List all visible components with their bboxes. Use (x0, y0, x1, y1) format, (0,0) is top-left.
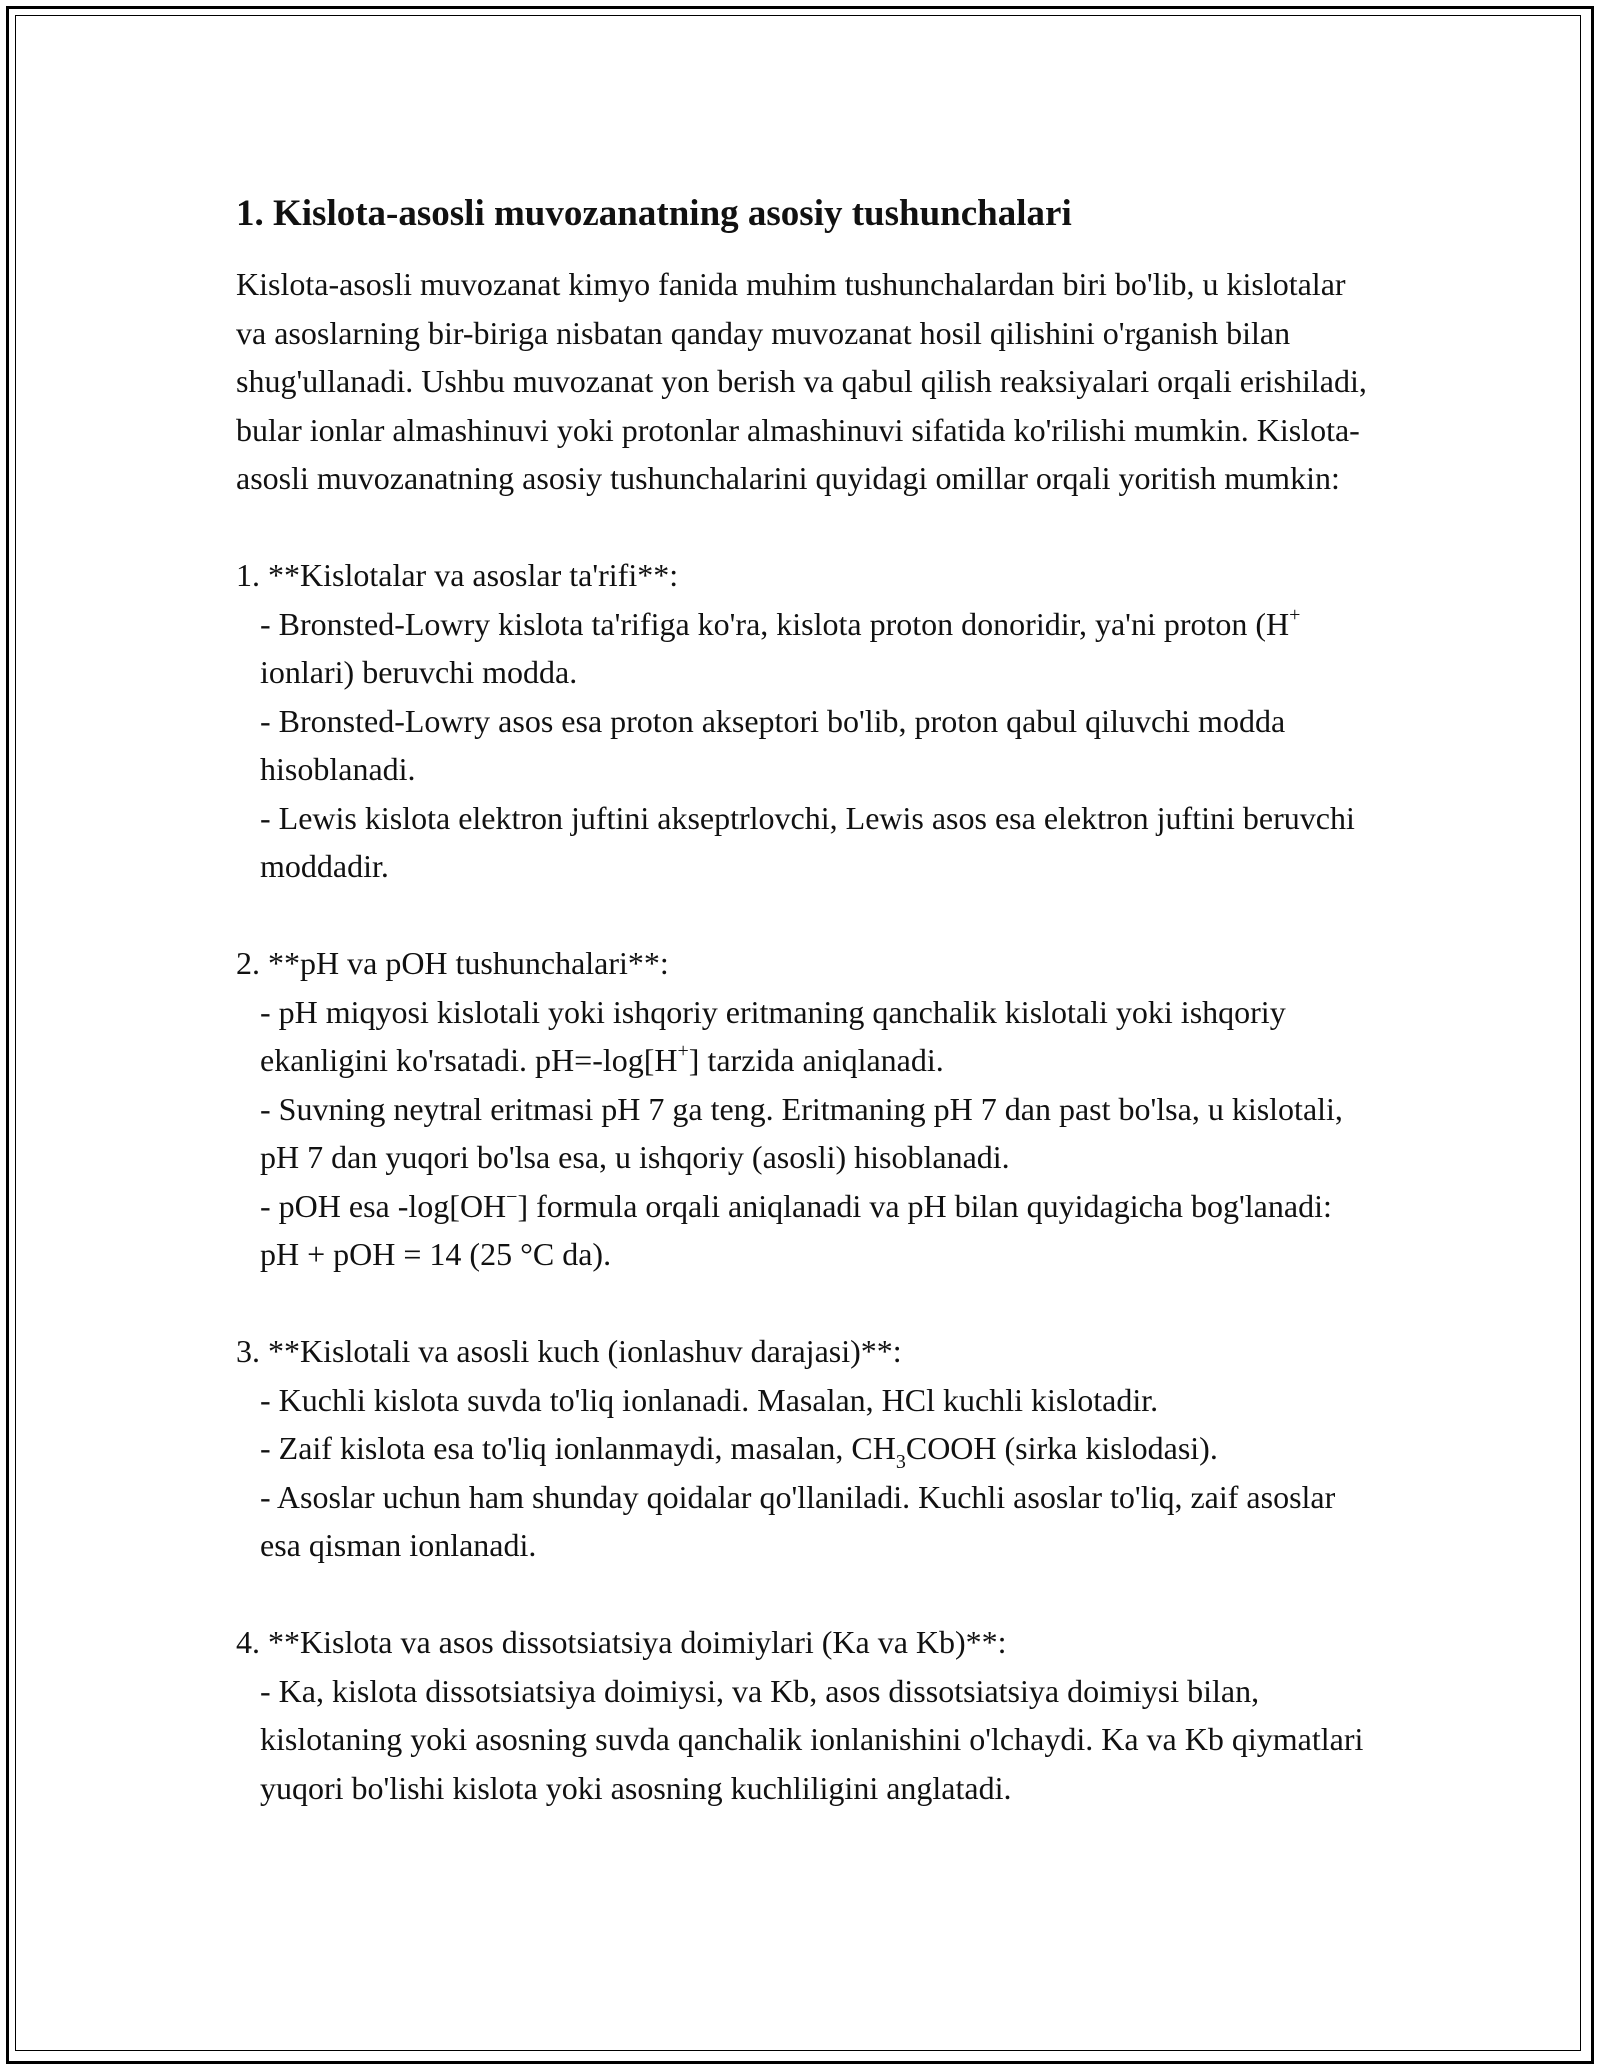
bullet-text: COOH (sirka kislodasi). (905, 1430, 1218, 1466)
bullet-text: ] formula orqali aniqlanadi va pH bilan quyidagicha bog'lanadi: pH + pOH = 14 (25 °C da). (260, 1187, 1332, 1272)
spacer (236, 891, 1376, 940)
bullet (236, 1182, 1376, 1279)
superscript: + (677, 1040, 689, 1063)
intro-paragraph: Kislota-asosli muvozanat kimyo fanida muhim tushunchalardan biri bo'lib, u kislotalar va asoslarning bir-biriga nisbatan qanday muvozanat hosil qilishini o'rganish bilan shug'ullanadi. Ushbu muvozanat yon berish va qabul qilish reaksiyalari orqali erishiladi, bular ionlar almashinuvi yoki protonlar almashinuvi sifatida ko'rilishi mumkin. Kislota-asosli muvozanatning asosiy tushunchalarini quyidagi omillar orqali yoritish mumkin: (236, 266, 1375, 496)
list-item-title: 1. **Kislotalar va asoslar ta'rifi**: (236, 557, 679, 593)
superscript: + (1289, 603, 1301, 626)
subscript: 3 (895, 1451, 906, 1474)
bullet: - Lewis kislota elektron juftini akseptrlovchi, Lewis asos esa elektron juftini beruvchi moddadir. (260, 799, 1355, 884)
bullet: - Kuchli kislota suvda to'liq ionlanadi. Masalan, HCl kuchli kislotadir. (260, 1381, 1159, 1418)
list-item-title: 3. **Kislotali va asosli kuch (ionlashuv darajasi)**: (236, 1333, 902, 1369)
bullet (236, 988, 1376, 1085)
section-heading: 1. Kislota-asosli muvozanatning asosiy tushunchalari (236, 193, 1072, 234)
bullet-text: - pH miqyosi kislotali yoki ishqoriy eritmaning qanchalik kislotali yoki ishqoriy ekanligini ko'rsatadi. pH=-log[H (260, 993, 1286, 1078)
list-item (236, 551, 1376, 891)
bullet: - Ka, kislota dissotsiatsiya doimiysi, va Kb, asos dissotsiatsiya doimiysi bilan, kislotaning yoki asosning suvda qanchalik ionlanishini o'lchaydi. Ka va Kb qiymatlari yuqori bo'lishi kislota yoki asosning kuchliligini anglatadi. (260, 1672, 1364, 1806)
bullet: - Suvning neytral eritmasi pH 7 ga teng. Eritmaning pH 7 dan past bo'lsa, u kislotali, pH 7 dan yuqori bo'lsa esa, u ishqoriy (asosli) hisoblanadi. (260, 1090, 1343, 1175)
bullet: - Asoslar uchun ham shunday qoidalar qo'llaniladi. Kuchli asoslar to'liq, zaif asoslar esa qisman ionlanadi. (260, 1478, 1336, 1563)
bullet (236, 1424, 1376, 1473)
list-item-title: 2. **pH va pOH tushunchalari**: (236, 945, 669, 981)
spacer (236, 1570, 1376, 1619)
superscript: − (506, 1185, 518, 1208)
spacer (236, 503, 1376, 552)
spacer (236, 1279, 1376, 1328)
bullet-text: ] tarzida aniqlanadi. (688, 1042, 944, 1078)
bullet-text: - pOH esa -log[OH (260, 1187, 507, 1224)
list-item-title: 4. **Kislota va asos dissotsiatsiya doimiylari (Ka va Kb)**: (236, 1624, 1007, 1660)
bullet (236, 600, 1376, 697)
list-item (236, 939, 1376, 1279)
list-item (236, 1618, 1376, 1812)
bullet-text: - Zaif kislota esa to'liq ionlanmaydi, masalan, CH (260, 1430, 896, 1466)
list-item (236, 1327, 1376, 1570)
bullet-text: - Bronsted-Lowry kislota ta'rifiga ko'ra, kislota proton donoridir, ya'ni proton (H (260, 605, 1290, 642)
document-body (236, 190, 1376, 1812)
bullet: - Bronsted-Lowry asos esa proton akseptori bo'lib, proton qabul qiluvchi modda hisoblanadi. (260, 702, 1286, 787)
bullet-text: ionlari) beruvchi modda. (260, 654, 578, 690)
